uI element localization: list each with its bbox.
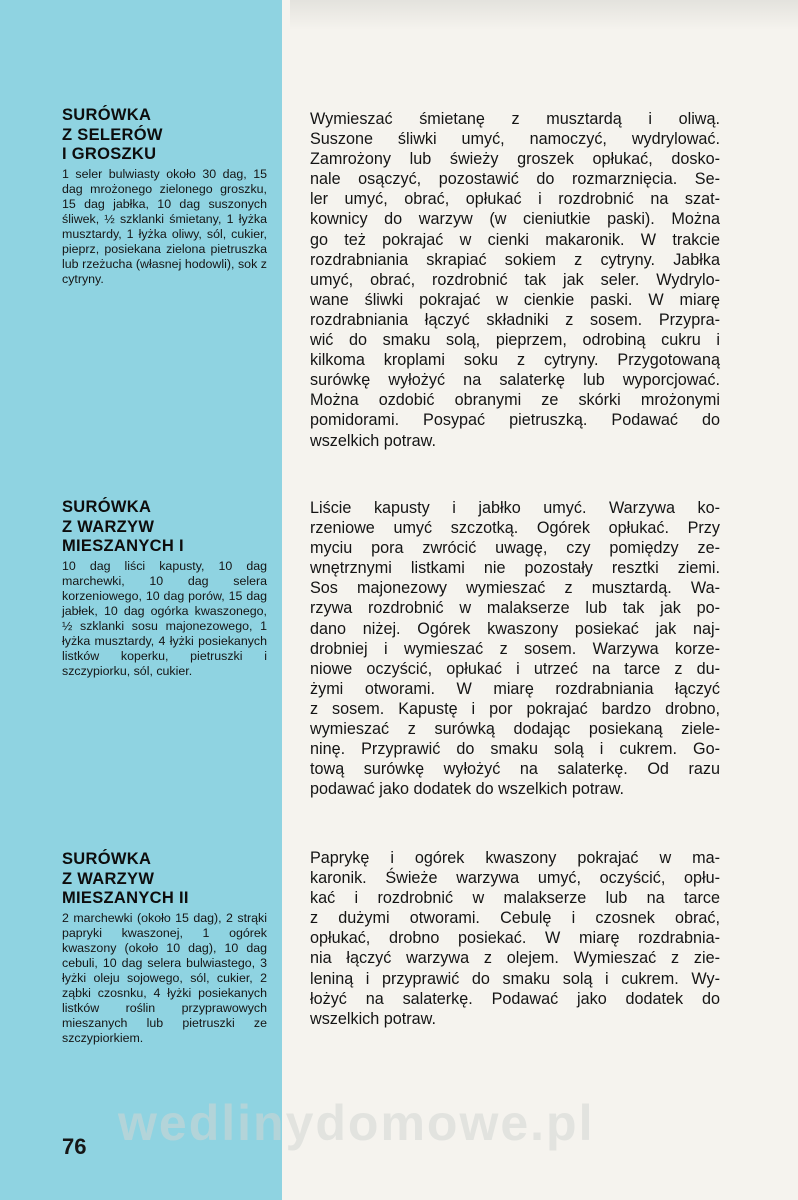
recipe-title-line: MIESZANYCH II <box>62 889 189 907</box>
recipe-1-header <box>62 106 267 287</box>
method-line: tową surówkę wyłożyć na salaterkę. Od razu <box>310 760 720 779</box>
method-line: z dużymi otworami. Cebulę i czosnek obrać, <box>310 909 720 928</box>
method-line: pomidorami. Posypać pietruszką. Podawać do <box>310 411 720 430</box>
recipe-title-line: SURÓWKA <box>62 498 152 516</box>
recipe-3-ingredients: 2 marchewki (około 15 dag), 2 strąki papryki kwaszonej, 1 ogórek kwaszony (około 10 dag), 10 dag cebuli, 10 dag selera bulwiastego, 3 łyżki oleju sojowego, sól, cukier, 2 ząbki czosnku, 4 łyżki posiekanych listków roślin przyprawowych mieszanych lub pietruszki ze szczypiorkiem. <box>62 910 267 1046</box>
method-line: go też pokrajać w cienki makaronik. W trakcie <box>310 230 720 249</box>
recipe-2-ingredients: 10 dag liści kapusty, 10 dag marchewki, 10 dag selera korzeniowego, 10 dag porów, 15 dag jabłek, 10 dag ogórka kwaszonego, ½ szklanki sosu majonezowego, 1 łyżka musztardy, 4 łyżki posiekanych listków koperku, pietruszki i szczypiorku, sól, cukier. <box>62 558 267 679</box>
method-line: drobniej i wymieszać z sosem. Warzywa korze- <box>310 639 720 658</box>
method-line: Wymieszać śmietanę z musztardą i oliwą. <box>310 110 720 128</box>
method-line: umyć, obrać, rozdrobnić tak jak seler. Wydrylo- <box>310 270 720 289</box>
method-line: żymi otworami. W miarę rozdrabniania łączyć <box>310 679 720 698</box>
recipe-title-line: MIESZANYCH I <box>62 537 184 555</box>
method-line: kilkoma kroplami soku z cytryny. Przygotowaną <box>310 351 720 370</box>
recipe-2-method <box>310 498 720 799</box>
recipe-3-header <box>62 850 267 1046</box>
method-line: Paprykę i ogórek kwaszony pokrajać w ma- <box>310 849 720 867</box>
method-line: kać i rozdrobnić w malakserze lub na tarce <box>310 889 720 908</box>
method-line: nia łączyć warzywa z olejem. Wymieszać z zie- <box>310 949 720 968</box>
method-line: rozdrabniania łączyć składniki z sosem. Przypra- <box>310 310 720 329</box>
recipe-title-line: SURÓWKA <box>62 106 152 124</box>
page-number: 76 <box>62 1134 87 1159</box>
recipe-title-line: Z SELERÓW <box>62 125 163 144</box>
method-line: Sos majonezowy wymieszać z musztardą. Wa- <box>310 579 720 598</box>
method-line: rzeniowe umyć szczotką. Ogórek opłukać. Przy <box>310 519 720 538</box>
recipe-2-header <box>62 498 267 679</box>
method-line: kownicy do warzyw (w cieniutkie paski). Można <box>310 210 720 229</box>
method-line: nale osączyć, pozostawić do rozmarznięcia. Se- <box>310 170 720 189</box>
method-line: wymieszać z surówką dodając posiekaną ziele- <box>310 720 720 739</box>
page-edge-shadow <box>290 0 798 30</box>
method-line: wszelkich potraw. <box>310 431 436 450</box>
method-line: rozdrabniania skrapiać sokiem z cytryny. Jabłka <box>310 250 720 269</box>
method-line: wnętrznymi listkami nie pozostały resztki ziemi. <box>310 559 720 578</box>
method-line: dano niżej. Ogórek kwaszony posiekać jak naj- <box>310 619 720 638</box>
recipe-3-method <box>310 848 720 1029</box>
method-line: karonik. Świeże warzywa umyć, oczyścić, opłu- <box>310 869 720 888</box>
method-line: Liście kapusty i jabłko umyć. Warzywa ko- <box>310 499 720 517</box>
method-line: Suszone śliwki umyć, namoczyć, wydrylować. <box>310 130 720 149</box>
method-line: wane śliwki pokrajać w cienkie paski. W miarę <box>310 290 720 309</box>
recipe-1-title <box>62 106 267 165</box>
method-line: myciu pora zwrócić uwagę, czy pomiędzy ze- <box>310 539 720 558</box>
method-line: opłukać, drobno posiekać. W miarę rozdrabnia- <box>310 929 720 948</box>
recipe-2-title <box>62 498 267 557</box>
method-line: ninę. Przyprawić do smaku solą i cukrem. Go- <box>310 740 720 759</box>
recipe-title-line: Z WARZYW <box>62 517 155 536</box>
method-line: niowe oczyścić, opłukać i utrzeć na tarce z du- <box>310 659 720 678</box>
method-line: Można ozdobić obranymi ze skórki mrożonymi <box>310 391 720 410</box>
method-line: ler umyć, obrać, opłukać i rozdrobnić na szat- <box>310 190 720 209</box>
method-line: rzywa rozdrobnić w malakserze lub tak jak po- <box>310 599 720 618</box>
method-line: podawać jako dodatek do wszelkich potraw. <box>310 780 625 799</box>
recipe-1-method <box>310 109 720 451</box>
method-line: leniną i przyprawić do smaku solą i cukrem. Wy- <box>310 969 720 988</box>
watermark: wedlinydomowe.pl <box>118 1095 595 1151</box>
method-line: łożyć na salaterkę. Podawać jako dodatek do <box>310 989 720 1008</box>
recipe-title-line: SURÓWKA <box>62 850 152 868</box>
method-line: surówkę wyłożyć na salaterkę lub wyporcjować. <box>310 371 720 390</box>
recipe-title-line: I GROSZKU <box>62 145 157 163</box>
method-line: z sosem. Kapustę i por pokrajać bardzo drobno, <box>310 699 720 718</box>
recipe-3-title <box>62 850 267 909</box>
recipe-title-line: Z WARZYW <box>62 869 155 888</box>
method-line: Zamrożony lub świeży groszek opłukać, dosko- <box>310 150 720 169</box>
method-line: wszelkich potraw. <box>310 1009 436 1028</box>
method-line: wić do smaku solą, pieprzem, odrobiną cukru i <box>310 331 720 350</box>
recipe-1-ingredients: 1 seler bulwiasty około 30 dag, 15 dag mrożonego zielonego groszku, 15 dag jabłka, 10 dag suszonych śliwek, ½ szklanki śmietany, 1 łyżka musztardy, 1 łyżka oliwy, sól, cukier, pieprz, posiekana zielona pietruszka lub rzeżucha (własnej hodowli), sok z cytryny. <box>62 166 267 287</box>
